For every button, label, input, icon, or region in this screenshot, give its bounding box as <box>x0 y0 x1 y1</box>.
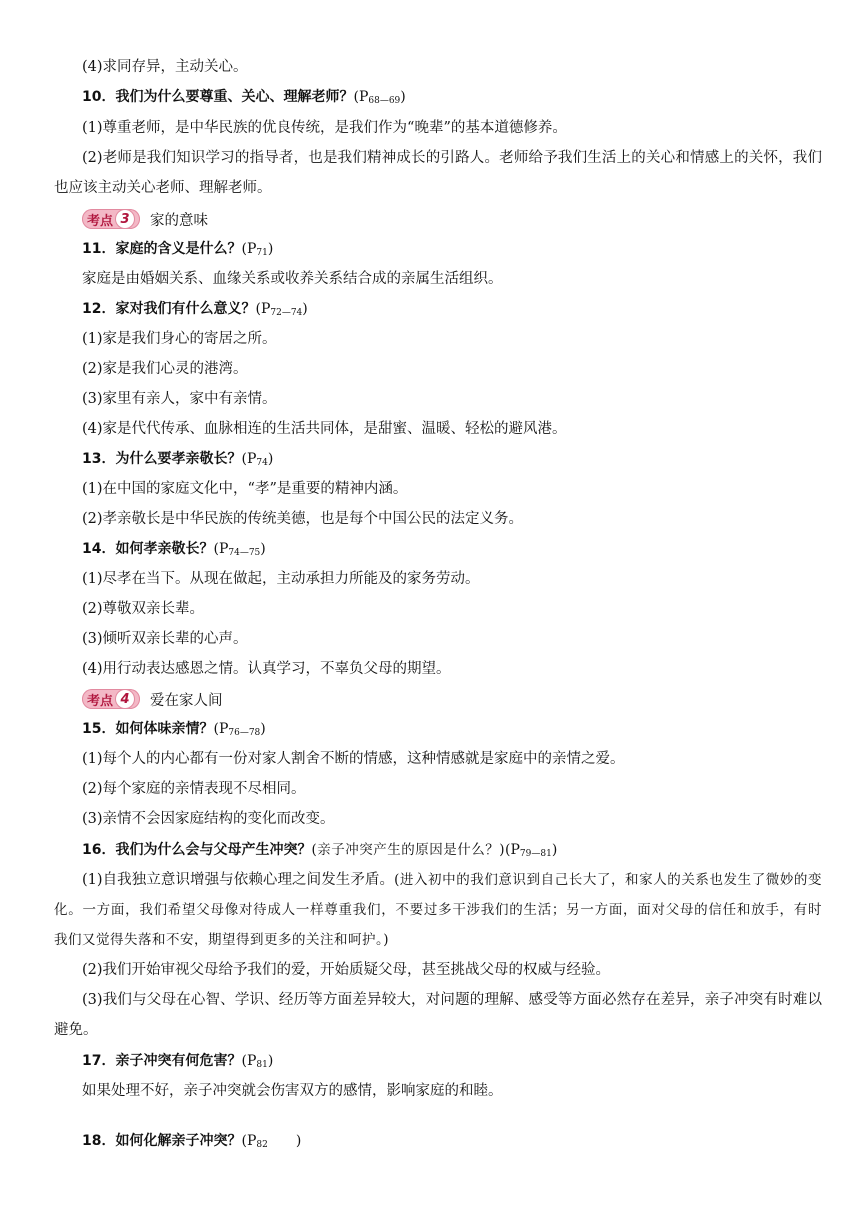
question-text: 10．我们为什么要尊重、关心、理解老师？ <box>82 89 354 105</box>
answer-note: (进入初中的我们意识到自己长大了，和家人的关系也发生了微妙的变化。一方面，我们希望父母像对待成人一样尊重我们，不要过多干涉我们的生活；另一方面，面对父母的信任和放手，有时我们又觉得失落和不安，期望得到更多的关注和呵护。) <box>54 872 822 948</box>
answer-line: (1)家是我们身心的寄居之所。 <box>82 331 277 347</box>
answer-paragraph: (2)老师是我们知识学习的指导者，也是我们精神成长的引路人。老师给予我们生活上的关心和情感上的关怀，我们也应该主动关心老师、理解老师。 <box>54 150 822 196</box>
answer-line: (2)尊敬双亲长辈。 <box>82 601 205 617</box>
answer-line: (1)尊重老师，是中华民族的优良传统，是我们作为“晚辈”的基本道德修养。 <box>82 120 567 136</box>
kaodian-badge: 考点 4 <box>82 689 140 709</box>
answer-line: (1)在中国的家庭文化中，“孝”是重要的精神内涵。 <box>82 481 408 497</box>
question-11: 11．家庭的含义是什么？$(P_{71})$ <box>82 241 274 258</box>
page-ref: $(P_{81})$ <box>241 1053 274 1070</box>
answer-line: (2)孝亲敬长是中华民族的传统美德，也是每个中国公民的法定义务。 <box>82 511 524 527</box>
question-15: 15．如何体味亲情？$(P_{76—78})$ <box>82 721 266 738</box>
page-ref: $(P_{76—78})$ <box>213 721 266 738</box>
question-16: 16．我们为什么会与父母产生冲突？(亲子冲突产生的原因是什么？)$(P_{79—81})$ <box>82 842 558 859</box>
question-17: 17．亲子冲突有何危害？$(P_{81})$ <box>82 1053 274 1070</box>
page-ref: $(P_{72—74})$ <box>255 301 308 318</box>
question-14: 14．如何孝亲敬长？$(P_{74—75})$ <box>82 541 266 558</box>
section-title: 爱在家人间 <box>150 692 223 709</box>
badge-number: 4 <box>116 690 134 708</box>
answer-line: (1)尽孝在当下。从现在做起，主动承担力所能及的家务劳动。 <box>82 571 480 587</box>
answer-line: (4)家是代代传承、血脉相连的生活共同体，是甜蜜、温暖、轻松的避风港。 <box>82 421 567 437</box>
answer-line: (1)每个人的内心都有一份对家人割舍不断的情感，这种情感就是家庭中的亲情之爱。 <box>82 751 625 767</box>
question-18: 18．如何化解亲子冲突？($P_{82}$ ) <box>82 1133 302 1150</box>
section-header-3 <box>82 204 208 234</box>
question-hint: (亲子冲突产生的原因是什么？) <box>311 842 506 858</box>
answer-paragraph: (3)我们与父母在心智、学识、经历等方面差异较大，对问题的理解、感受等方面必然存在差异，亲子冲突有时难以避免。 <box>54 992 822 1038</box>
page-ref: $(P_{68—69})$ <box>353 89 406 106</box>
section-header-4 <box>82 684 223 714</box>
question-12: 12．家对我们有什么意义？$(P_{72—74})$ <box>82 301 308 318</box>
page-ref: ($P_{82}$ ) <box>241 1133 302 1150</box>
answer-line: (2)每个家庭的亲情表现不尽相同。 <box>82 781 306 797</box>
answer-line: (4)求同存异，主动关心。 <box>82 59 248 75</box>
question-13: 13．为什么要孝亲敬长？$(P_{74})$ <box>82 451 274 468</box>
page-ref: $(P_{79—81})$ <box>505 842 558 859</box>
answer-line: (2)家是我们心灵的港湾。 <box>82 361 248 377</box>
question-10 <box>82 82 820 112</box>
answer-line: (3)家里有亲人，家中有亲情。 <box>82 391 277 407</box>
answer-line: (3)亲情不会因家庭结构的变化而改变。 <box>82 811 335 827</box>
answer-line: 家庭是由婚姻关系、血缘关系或收养关系结合成的亲属生活组织。 <box>82 271 503 287</box>
section-title: 家的意味 <box>150 212 209 229</box>
answer-line: 如果处理不好，亲子冲突就会伤害双方的感情，影响家庭的和睦。 <box>82 1083 503 1099</box>
answer-line: (4)用行动表达感恩之情。认真学习，不辜负父母的期望。 <box>82 661 451 677</box>
page-ref: $(P_{74—75})$ <box>213 541 266 558</box>
page-ref: $(P_{74})$ <box>241 451 274 468</box>
kaodian-badge: 考点 3 <box>82 209 140 229</box>
badge-number: 3 <box>116 210 134 228</box>
page-ref: $(P_{71})$ <box>241 241 274 258</box>
answer-line: (2)我们开始审视父母给予我们的爱，开始质疑父母，甚至挑战父母的权威与经验。 <box>82 962 611 978</box>
answer-line: (3)倾听双亲长辈的心声。 <box>82 631 248 647</box>
answer-paragraph: (1)自我独立意识增强与依赖心理之间发生矛盾。(进入初中的我们意识到自己长大了，和家人的关系也发生了微妙的变化。一方面，我们希望父母像对待成人一样尊重我们，不要过多干涉我们的生活；另一方面，面对父母的信任和放手，有时我们又觉得失落和不安，期望得到更多的关注和呵护。) <box>54 872 822 948</box>
